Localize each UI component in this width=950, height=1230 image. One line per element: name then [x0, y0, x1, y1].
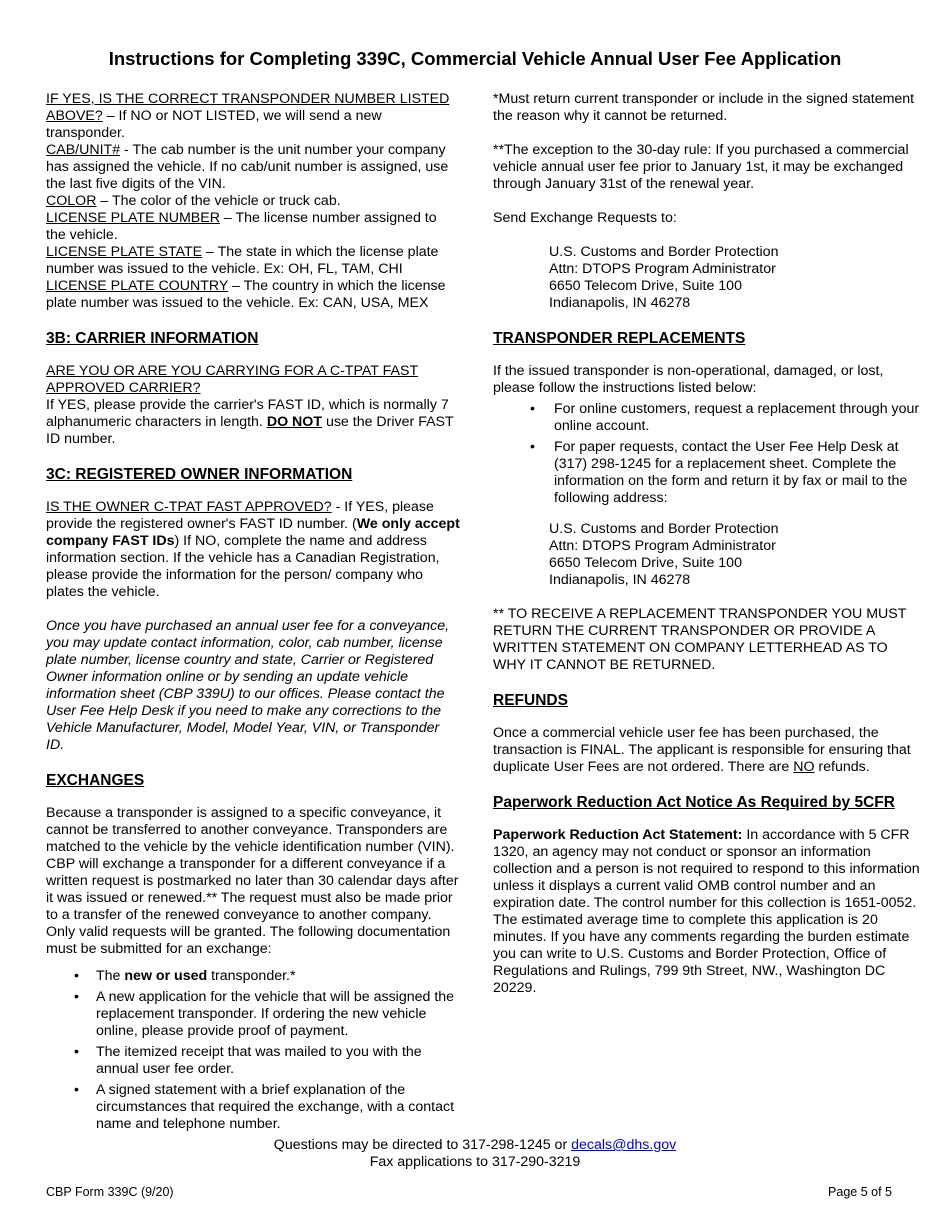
page-title: Instructions for Completing 339C, Commercial Vehicle Annual User Fee Application [108, 48, 842, 69]
exchange-documents-list [46, 968, 460, 1133]
section-heading-3c: 3C: REGISTERED OWNER INFORMATION [46, 466, 353, 483]
update-info-note: Once you have purchased an annual user fee for a conveyance, you may update contact information, color, cab number, license plate number, license country and state, Carrier or Registered Owner information online or by sending an update vehicle information sheet (CBP 339U) to our offices. Please contact the User Fee Help Desk if you need to make any corrections to the Vehicle Manufacturer, Model, Model Year, VIN, or Transponder ID. [46, 618, 450, 753]
bullet-icon: • [74, 1082, 79, 1098]
license-plate-number-label: LICENSE PLATE NUMBER [46, 210, 220, 226]
list-item: • A new application for the vehicle that will be assigned the replacement transponder. If ordering the new vehicle online, please provide proof of payment. [74, 989, 455, 1039]
bullet-icon: • [74, 1044, 79, 1060]
bullet-icon: • [74, 968, 79, 984]
replacement-address: U.S. Customs and Border Protection Attn: DTOPS Program Administrator 6650 Telecom Drive, Suite 100 Indianapolis, IN 46278 [549, 521, 779, 588]
left-column [46, 91, 460, 1137]
fax-line: Fax applications to 317-290-3219 [369, 1154, 581, 1170]
email-link[interactable]: decals@dhs.gov [571, 1137, 677, 1153]
exchange-address: U.S. Customs and Border Protection Attn: DTOPS Program Administrator 6650 Telecom Drive, Suite 100 Indianapolis, IN 46278 [549, 244, 779, 311]
license-plate-state-label: LICENSE PLATE STATE [46, 244, 203, 260]
section-heading-exchanges: EXCHANGES [46, 772, 145, 789]
must-return-note: *Must return current transponder or include in the signed statement the reason why it cannot be returned. [493, 91, 915, 124]
questions-line: Questions may be directed to 317-298-1245 or decals@dhs.gov [273, 1137, 677, 1153]
right-column [493, 91, 921, 997]
replacement-caps-notice: ** TO RECEIVE A REPLACEMENT TRANSPONDER YOU MUST RETURN THE CURRENT TRANSPONDER OR PROVIDE A WRITTEN STATEMENT ON COMPANY LETTERHEAD AS TO WHY IT CANNOT BE RETURNED. [493, 606, 907, 673]
list-item: • The new or used transponder.* [74, 968, 296, 984]
section-heading-paperwork: Paperwork Reduction Act Notice As Required by 5CFR [493, 794, 895, 811]
license-plate-country-label: LICENSE PLATE COUNTRY [46, 278, 229, 294]
color-paragraph: COLOR – The color of the vehicle or truck cab. [46, 193, 341, 209]
footer-contact [0, 1137, 950, 1171]
form-id: CBP Form 339C (9/20) [46, 1185, 174, 1199]
list-item: • For online customers, request a replacement through your online account. [530, 401, 920, 434]
do-not-emphasis: DO NOT [266, 414, 322, 430]
list-item: • A signed statement with a brief explanation of the circumstances that required the exchange, with a contact name and telephone number. [74, 1082, 455, 1132]
exchanges-paragraph: Because a transponder is assigned to a specific conveyance, it cannot be transferred to another conveyance. Transponders are matched to the vehicle by the vehicle identification number (VIN). CBP will exchange a transponder for a different conveyance if a written request is postmarked no later than 30 calendar days after it was issued or renewed.** The request must also be made prior to a transfer of the renewed conveyance to another company. Only valid requests will be granted. The following documentation must be submitted for an exchange: [46, 805, 459, 957]
bullet-icon: • [530, 401, 535, 417]
section-heading-replacements: TRANSPONDER REPLACEMENTS [493, 330, 746, 347]
color-label: COLOR [46, 193, 97, 209]
send-requests-label: Send Exchange Requests to: [493, 210, 677, 226]
owner-paragraph: IS THE OWNER C-TPAT FAST APPROVED? - If YES, please provide the registered owner's FAST ID number. (We only accept company FAST IDs) If NO, complete the name and address information section. If the vehicle has a Canadian Registration, please provide the information for the person/ company who plates the vehicle. [46, 499, 460, 600]
bullet-icon: • [74, 989, 79, 1005]
transponder-number-paragraph: IF YES, IS THE CORRECT TRANSPONDER NUMBER LISTED ABOVE? – If NO or NOT LISTED, we will send a new transponder. [46, 91, 450, 141]
license-plate-country-paragraph: LICENSE PLATE COUNTRY – The country in which the license plate number was issued to the vehicle. Ex: CAN, USA, MEX [46, 278, 446, 311]
cab-unit-label: CAB/UNIT# [46, 142, 121, 158]
list-item: • For paper requests, contact the User Fee Help Desk at (317) 298-1245 for a replacement sheet. Complete the information on the form and return it by fax or mail to the following address: [530, 439, 908, 506]
replacement-instructions-list [493, 401, 921, 507]
carrier-question: ARE YOU OR ARE YOU CARRYING FOR A C-TPAT FAST APPROVED CARRIER? [46, 363, 419, 396]
section-heading-refunds: REFUNDS [493, 692, 568, 709]
replacements-intro: If the issued transponder is non-operational, damaged, or lost, please follow the instructions listed below: [493, 363, 884, 396]
exception-note: **The exception to the 30-day rule: If you purchased a commercial vehicle annual user fee prior to January 1st, it may be exchanged through January 31st of the renewal year. [493, 142, 909, 192]
page-number: Page 5 of 5 [828, 1185, 892, 1199]
license-plate-state-paragraph: LICENSE PLATE STATE – The state in which the license plate number was issued to the vehicle. Ex: OH, FL, TAM, CHI [46, 244, 439, 277]
license-plate-number-paragraph: LICENSE PLATE NUMBER – The license number assigned to the vehicle. [46, 210, 437, 243]
refunds-paragraph: Once a commercial vehicle user fee has been purchased, the transaction is FINAL. The applicant is responsible for ensuring that duplicate User Fees are not ordered. There are NO refunds. [493, 725, 911, 775]
list-item: • The itemized receipt that was mailed to you with the annual user fee order. [74, 1044, 422, 1077]
paperwork-paragraph: Paperwork Reduction Act Statement: In accordance with 5 CFR 1320, an agency may not conduct or sponsor an information collection and a person is not required to respond to this information unless it displays a current valid OMB control number and an expiration date. The control number for this collection is 1651-0052. The estimated average time to complete this application is 20 minutes. If you have any comments regarding the burden estimate you can write to U.S. Customs and Border Protection, Office of Regulations and Rulings, 799 9th Street, NW., Washington DC 20229. [493, 827, 920, 996]
section-heading-3b: 3B: CARRIER INFORMATION [46, 330, 259, 347]
carrier-paragraph: If YES, please provide the carrier's FAST ID, which is normally 7 alphanumeric characters in length. DO NOT use the Driver FAST ID number. [46, 397, 454, 447]
owner-question: IS THE OWNER C-TPAT FAST APPROVED? [46, 499, 332, 515]
transponder-question: IF YES, IS THE CORRECT TRANSPONDER NUMBER LISTED ABOVE? [46, 91, 450, 124]
cab-unit-paragraph: CAB/UNIT# - The cab number is the unit number your company has assigned the vehicle. If no cab/unit number is assigned, use the last five digits of the VIN. [46, 142, 449, 192]
bullet-icon: • [530, 439, 535, 455]
